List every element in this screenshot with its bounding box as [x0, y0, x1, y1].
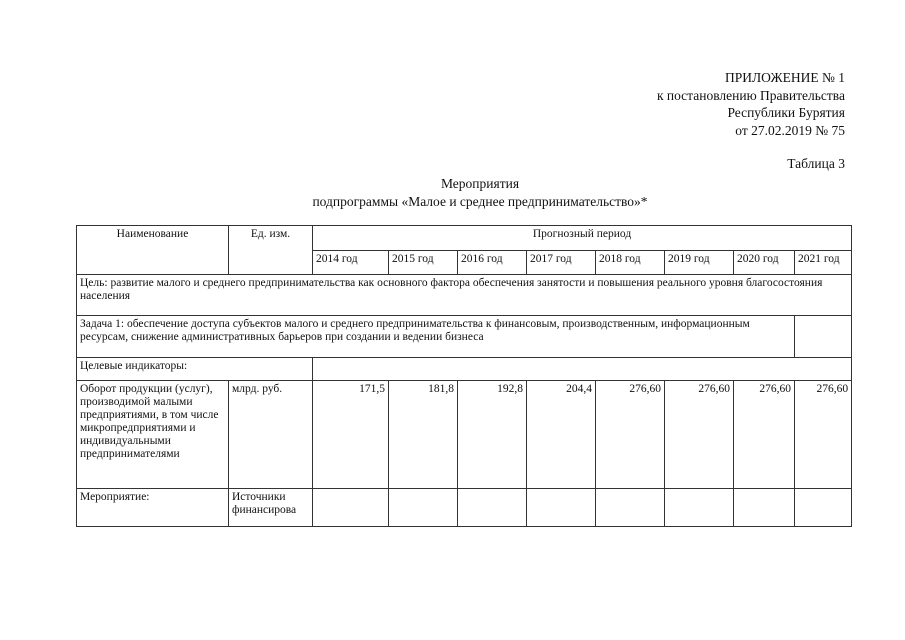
year-header: 2016 год — [458, 251, 527, 275]
goal-row — [77, 275, 852, 316]
appendix-header — [657, 69, 845, 139]
event-unit: Источники финансирова — [229, 489, 313, 527]
indicator-value: 276,60 — [734, 381, 795, 489]
empty-cell — [795, 316, 852, 358]
indicator-value: 276,60 — [795, 381, 852, 489]
measures-table — [76, 225, 852, 527]
appendix-line-4: от 27.02.2019 № 75 — [735, 122, 845, 138]
task-text: Задача 1: обеспечение доступа субъектов малого и среднего предпринимательства к финансовым, производственным, информационным ресурсам, снижение административных барьеров при создании и ведении бизнеса — [77, 316, 795, 358]
empty-cell — [795, 489, 852, 527]
empty-cell — [734, 489, 795, 527]
event-row — [77, 489, 852, 527]
appendix-line-2: к постановлению Правительства — [656, 87, 845, 103]
empty-cell — [313, 489, 389, 527]
empty-cell — [389, 489, 458, 527]
col-header-forecast: Прогнозный период — [313, 226, 852, 251]
title-line-1: Мероприятия — [440, 176, 520, 191]
year-header: 2014 год — [313, 251, 389, 275]
year-header: 2019 год — [665, 251, 734, 275]
col-header-name: Наименование — [77, 226, 229, 275]
indicator-value: 204,4 — [527, 381, 596, 489]
indicator-value: 181,8 — [389, 381, 458, 489]
indicators-row — [77, 358, 852, 381]
empty-cell — [458, 489, 527, 527]
indicator-value: 276,60 — [665, 381, 734, 489]
year-header: 2018 год — [596, 251, 665, 275]
empty-cell — [596, 489, 665, 527]
task-row — [77, 316, 852, 358]
indicator-name: Оборот продукции (услуг), производимой малыми предприятиями, в том числе микропредприятиями и индивидуальными предпринимателями — [77, 381, 229, 489]
appendix-line-3: Республики Бурятия — [727, 105, 845, 120]
year-header: 2021 год — [795, 251, 852, 275]
indicators-label: Целевые индикаторы: — [77, 358, 313, 381]
header-row-1 — [77, 226, 852, 251]
empty-cell — [313, 358, 852, 381]
event-label: Мероприятие: — [77, 489, 229, 527]
empty-cell — [527, 489, 596, 527]
year-header: 2015 год — [389, 251, 458, 275]
indicator-value: 171,5 — [313, 381, 389, 489]
document-title — [0, 175, 905, 210]
indicator-value: 276,60 — [596, 381, 665, 489]
year-header: 2020 год — [734, 251, 795, 275]
indicator-unit: млрд. руб. — [229, 381, 313, 489]
title-line-2: подпрограммы «Малое и среднее предпринимательство»* — [312, 193, 648, 209]
goal-text: Цель: развитие малого и среднего предпринимательства как основного фактора обеспечения занятости и повышения реального уровня благосостояния населения — [77, 275, 852, 316]
indicator-value: 192,8 — [458, 381, 527, 489]
appendix-line-1: ПРИЛОЖЕНИЕ № 1 — [724, 70, 845, 85]
indicator-data-row — [77, 381, 852, 489]
table-number: Таблица 3 — [787, 156, 845, 171]
col-header-unit: Ед. изм. — [229, 226, 313, 275]
year-header: 2017 год — [527, 251, 596, 275]
empty-cell — [665, 489, 734, 527]
